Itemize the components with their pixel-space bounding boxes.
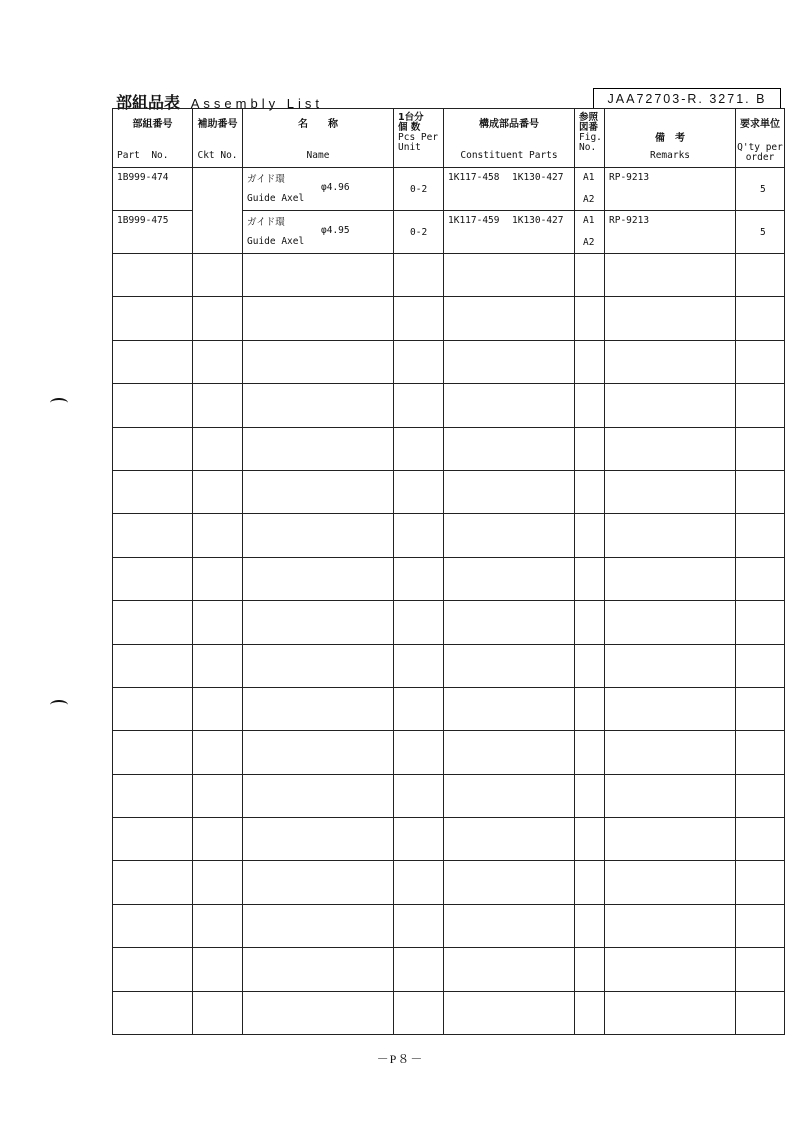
col-remarks-en: Remarks — [649, 150, 691, 161]
fig-no-2: A2 — [583, 194, 595, 205]
title-english: Assembly List — [190, 96, 323, 111]
name-jp: ガイド環 — [247, 174, 285, 185]
title-japanese: 部組品表 — [116, 95, 181, 112]
fig-no-2: A2 — [583, 237, 595, 248]
constituent-part-2: 1K130-427 — [512, 215, 564, 226]
remarks: RP-9213 — [609, 172, 650, 183]
empty-row — [113, 340, 785, 383]
name-en: Guide Axel — [247, 193, 305, 204]
col-qty — [736, 109, 785, 168]
page-number: －P８－ — [376, 1052, 424, 1066]
part-no: 1B999-474 — [117, 172, 169, 183]
col-name-jp: 名 称 — [298, 119, 338, 130]
col-fig-jp1: 参照 — [579, 112, 599, 123]
col-part-no-en: Part No. — [117, 150, 169, 161]
name-dimension: φ4.96 — [321, 182, 350, 193]
empty-row — [113, 731, 785, 774]
col-part-no — [113, 109, 193, 168]
col-part-no-jp: 部組番号 — [132, 119, 173, 130]
header-row — [113, 109, 785, 168]
empty-row — [113, 297, 785, 340]
col-constituent-en: Constituent Parts — [460, 150, 558, 161]
col-remarks-jp: 備 考 — [655, 133, 685, 144]
col-ckt-no-jp: 補助番号 — [197, 119, 238, 130]
document-number: JAA72703-R. 3271. B — [593, 88, 781, 108]
col-pcs-en1: Pcs Per — [398, 132, 439, 143]
constituent-part-1: 1K117-458 — [448, 172, 500, 183]
binding-mark — [50, 700, 68, 710]
qty-per-order: 5 — [760, 184, 766, 195]
col-remarks — [605, 109, 736, 168]
empty-row — [113, 470, 785, 513]
name-jp: ガイド環 — [247, 217, 285, 228]
fig-no-1: A1 — [583, 172, 595, 183]
col-ckt-no — [193, 109, 243, 168]
empty-row — [113, 427, 785, 470]
empty-row — [113, 514, 785, 557]
empty-row — [113, 254, 785, 297]
col-pcs-en2: Unit — [398, 142, 421, 153]
binding-mark — [50, 398, 68, 408]
col-ckt-no-en: Ckt No. — [197, 150, 238, 161]
col-qty-en1: Q'ty per — [737, 142, 783, 153]
col-qty-en2: order — [745, 152, 775, 163]
col-pcs-jp2: 個 数 — [398, 122, 421, 133]
empty-row — [113, 861, 785, 904]
empty-row — [113, 774, 785, 817]
col-constituent-jp: 構成部品番号 — [479, 119, 539, 130]
assembly-list-table — [112, 108, 785, 1035]
name-en: Guide Axel — [247, 236, 305, 247]
col-qty-jp: 要求単位 — [740, 119, 780, 130]
col-pcs-jp1: 1台分 — [398, 112, 424, 123]
pcs-per-unit: 0-2 — [410, 184, 428, 195]
name-dimension: φ4.95 — [321, 225, 350, 236]
col-fig — [575, 109, 605, 168]
empty-row — [113, 644, 785, 687]
fig-no-1: A1 — [583, 215, 595, 226]
blank-rows — [113, 254, 785, 1035]
remarks: RP-9213 — [609, 215, 650, 226]
col-name — [243, 109, 394, 168]
empty-row — [113, 818, 785, 861]
empty-row — [113, 687, 785, 730]
empty-row — [113, 904, 785, 947]
col-constituent — [444, 109, 575, 168]
col-name-en: Name — [306, 150, 330, 161]
pcs-per-unit: 0-2 — [410, 227, 428, 238]
empty-row — [113, 384, 785, 427]
constituent-part-2: 1K130-427 — [512, 172, 564, 183]
ckt-no-cell — [193, 168, 243, 254]
empty-row — [113, 557, 785, 600]
empty-row — [113, 991, 785, 1034]
table-row — [113, 168, 785, 211]
col-fig-en2: No. — [579, 142, 597, 153]
col-fig-en1: Fig. — [579, 132, 602, 143]
col-fig-jp2: 図番 — [579, 122, 599, 133]
part-no: 1B999-475 — [117, 215, 169, 226]
empty-row — [113, 948, 785, 991]
col-pcs — [394, 109, 444, 168]
constituent-part-1: 1K117-459 — [448, 215, 500, 226]
qty-per-order: 5 — [760, 227, 766, 238]
empty-row — [113, 601, 785, 644]
